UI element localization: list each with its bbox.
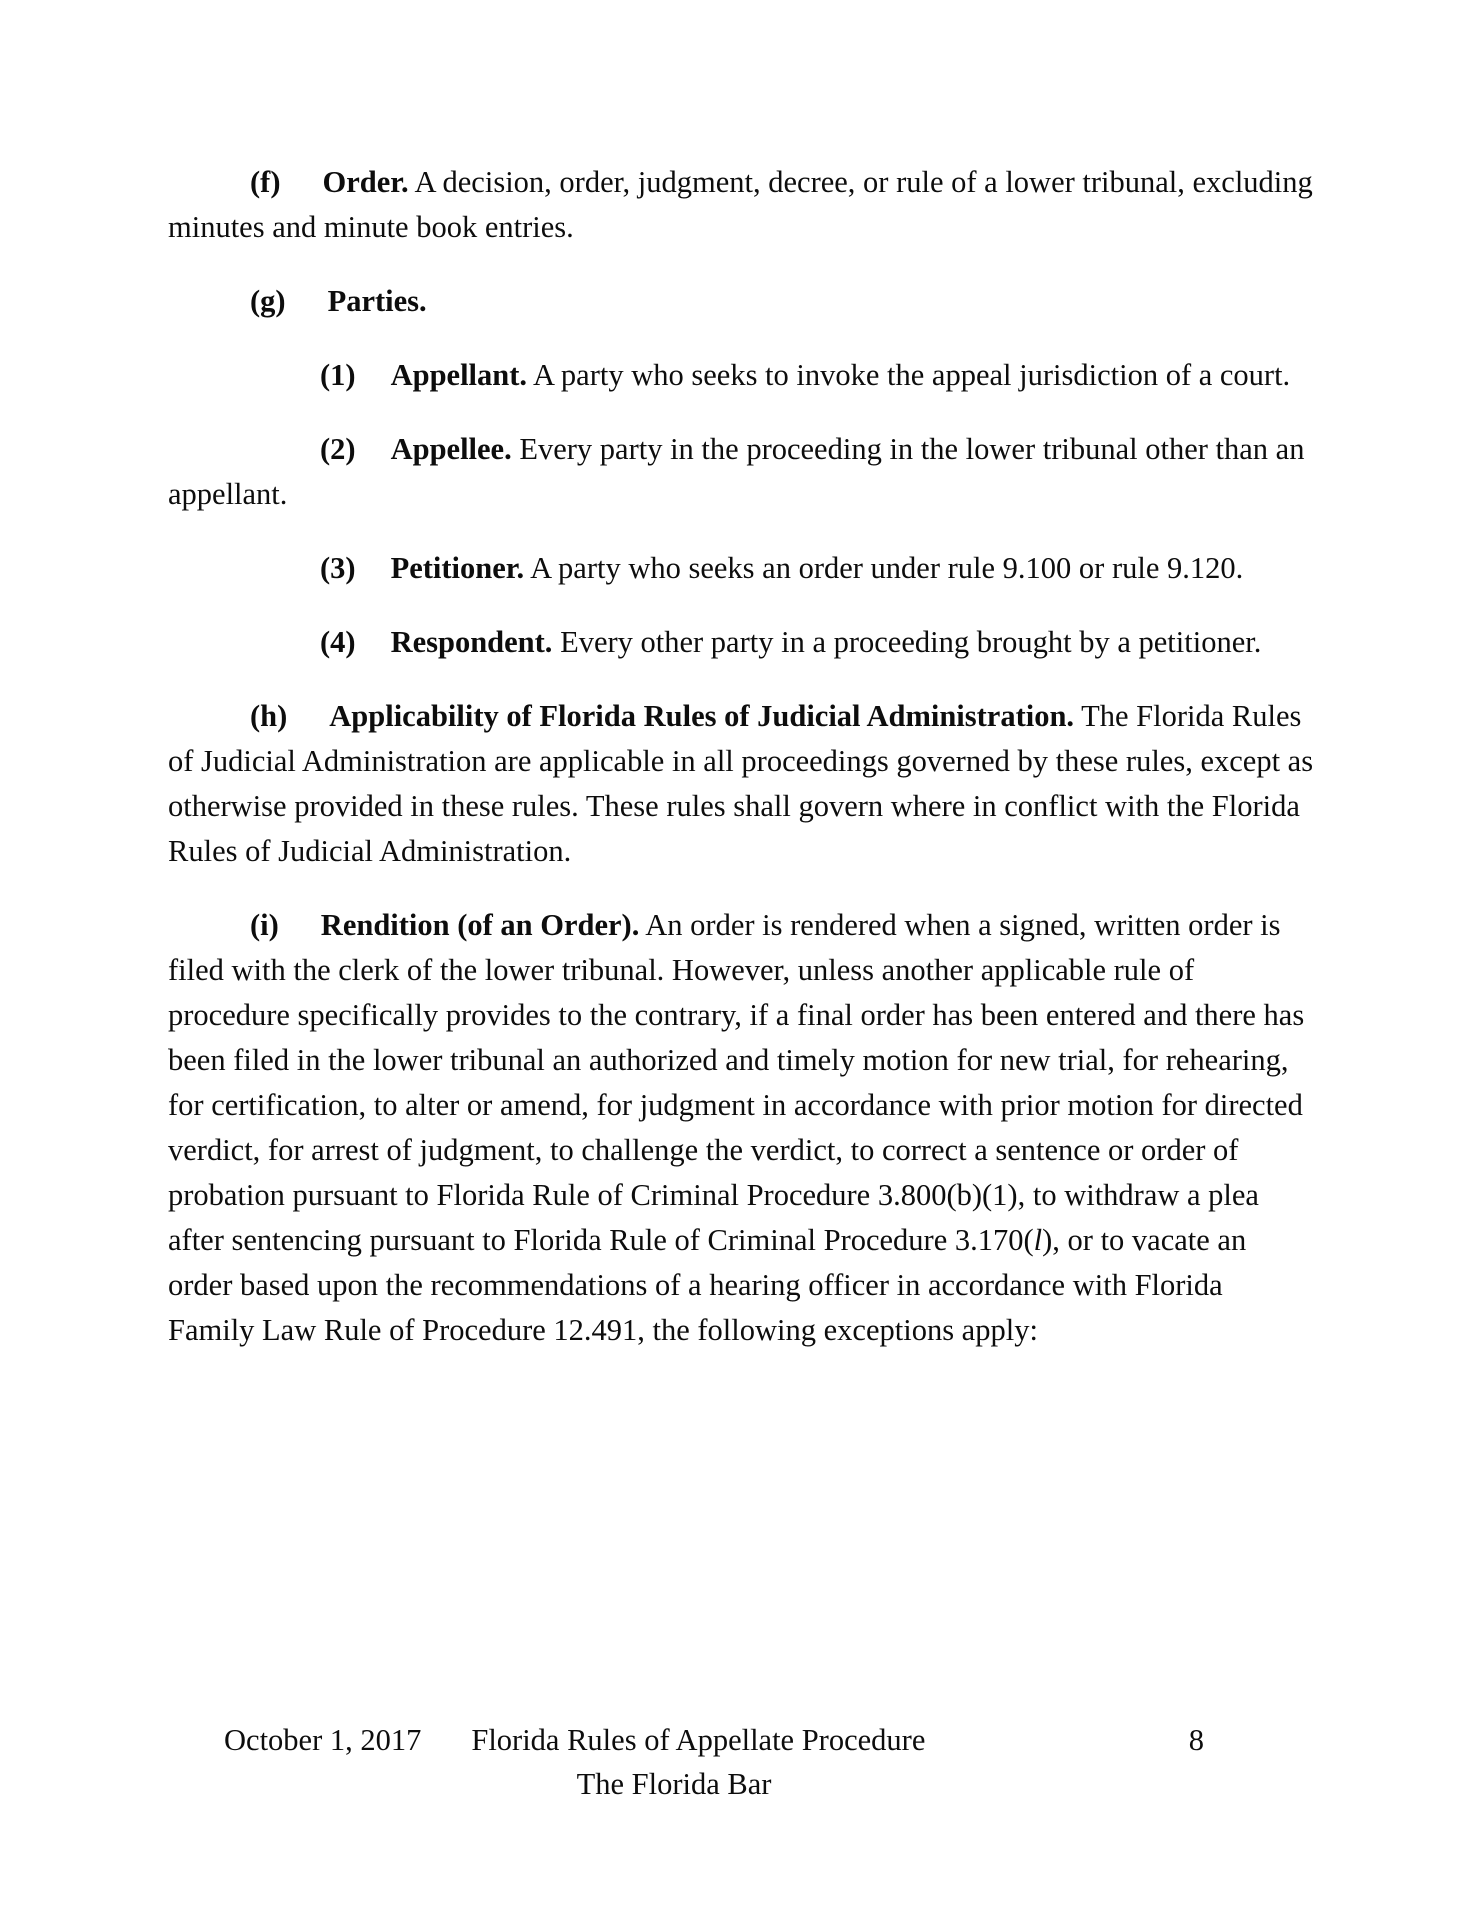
paragraph-text: Every other party in a proceeding brought by a petitioner. xyxy=(552,625,1262,659)
paragraph-term: Petitioner. xyxy=(390,551,525,585)
paragraph-term: Rendition (of an Order). xyxy=(320,908,640,942)
paragraph-text: A party who seeks an order under rule 9.100 or rule 9.120. xyxy=(524,551,1244,585)
page-footer xyxy=(168,1718,1316,1806)
paragraph-text: An order is rendered when a signed, written order is filed with the clerk of the lower tribunal. However, unless another applicable rule of procedure specifically provides to the contrary, if a final order has been entered and there has been filed in the lower tribunal an authorized and timely motion for new trial, for rehearing, for certification, to alter or amend, for judgment in accordance with prior motion for directed verdict, for arrest of judgment, to challenge the verdict, to correct a sentence or order of probation pursuant to Florida Rule of Criminal Procedure 3.800(b)(1), to withdraw a plea after sentencing pursuant to Florida Rule of Criminal Procedure 3.170( xyxy=(168,908,1305,1257)
paragraph-g3 xyxy=(168,546,1316,591)
paragraph-f xyxy=(168,160,1316,250)
paragraph-g xyxy=(168,279,1316,324)
footer-title: Florida Rules of Appellate Procedure xyxy=(471,1723,926,1757)
paragraph-text: Every party in the proceeding in the lower tribunal other than an appellant. xyxy=(168,432,1305,511)
paragraph-marker: (f) xyxy=(250,165,281,199)
paragraph-marker: (2) xyxy=(320,432,356,466)
paragraph-text: A decision, order, judgment, decree, or rule of a lower tribunal, excluding minutes and minute book entries. xyxy=(168,165,1313,244)
paragraph-marker: (h) xyxy=(250,699,288,733)
paragraph-term: Appellee. xyxy=(390,432,512,466)
paragraph-term: Respondent. xyxy=(390,625,553,659)
footer-main-row xyxy=(168,1718,1316,1762)
paragraph-text: The Florida Rules of Judicial Administration are applicable in all proceedings governed by these rules, except as otherwise provided in these rules. These rules shall govern where in conflict with the Florida Rules of Judicial Administration. xyxy=(168,699,1314,868)
paragraph-term: Appellant. xyxy=(390,358,528,392)
paragraph-g2 xyxy=(168,427,1316,517)
paragraph-term: Applicability of Florida Rules of Judicial Administration. xyxy=(329,699,1075,733)
document-body xyxy=(168,160,1316,1382)
footer-date: October 1, 2017 xyxy=(224,1723,422,1757)
page-number: 8 xyxy=(1188,1723,1204,1757)
paragraph-i xyxy=(168,903,1316,1353)
paragraph-h xyxy=(168,694,1316,874)
paragraph-term: Parties. xyxy=(327,284,427,318)
paragraph-marker: (4) xyxy=(320,625,356,659)
paragraph-italic-letter: l xyxy=(1033,1223,1043,1257)
paragraph-marker: (i) xyxy=(250,908,279,942)
footer-publisher: The Florida Bar xyxy=(576,1767,772,1801)
paragraph-g1 xyxy=(168,353,1316,398)
paragraph-marker: (3) xyxy=(320,551,356,585)
paragraph-marker: (1) xyxy=(320,358,356,392)
paragraph-marker: (g) xyxy=(250,284,286,318)
paragraph-text: A party who seeks to invoke the appeal jurisdiction of a court. xyxy=(527,358,1291,392)
paragraph-g4 xyxy=(168,620,1316,665)
paragraph-text-tail: ), or to vacate an order based upon the recommendations of a hearing officer in accordance with Florida Family Law Rule of Procedure 12.491, the following exceptions apply: xyxy=(168,1223,1247,1347)
paragraph-term: Order. xyxy=(322,165,409,199)
